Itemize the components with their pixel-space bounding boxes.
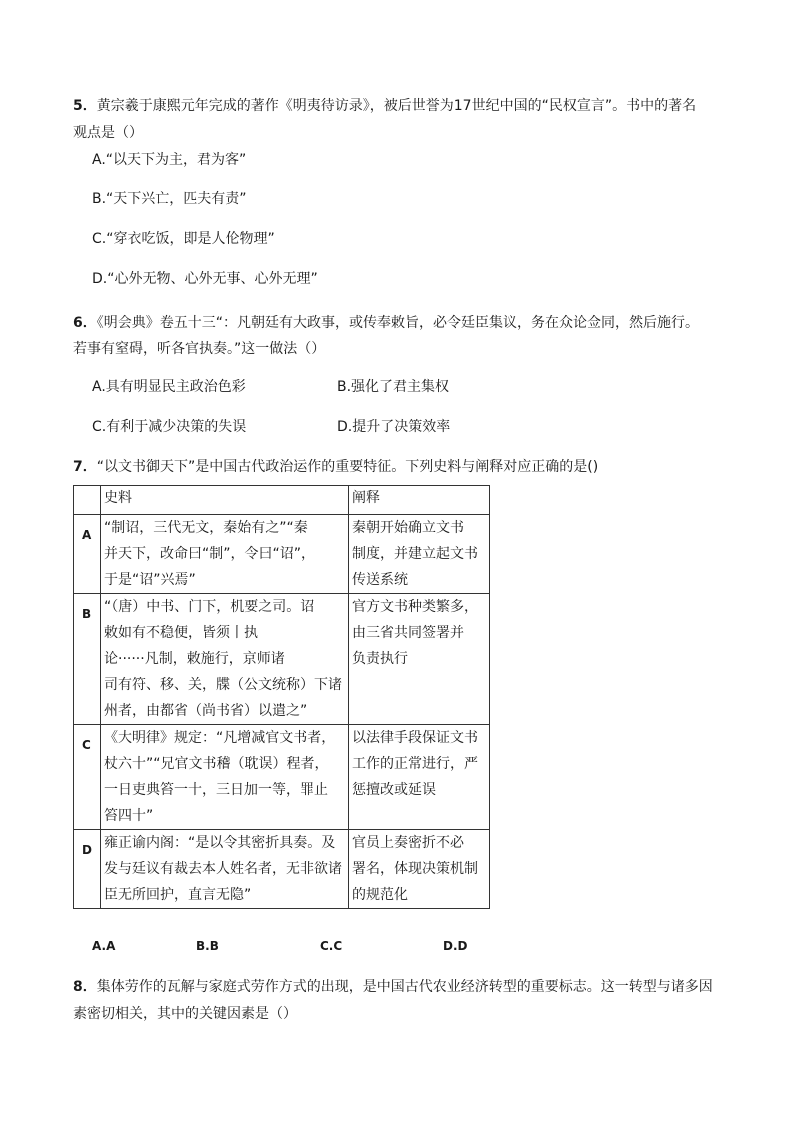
row-b-interp-line: 由三省共同签署并 <box>352 625 464 641</box>
table-header-interp: 阐释 <box>349 486 490 515</box>
row-c-interp-line: 以法律手段保证文书 <box>352 730 478 746</box>
row-c-source <box>101 725 349 830</box>
row-b-interp-line: 官方文书种类繁多， <box>352 599 478 615</box>
q5-option-b[interactable]: B.“天下兴亡，匹夫有责” <box>92 191 247 207</box>
table-header-blank <box>74 486 101 515</box>
row-d-source <box>101 830 349 909</box>
row-label-b: B <box>74 594 101 725</box>
q7-option-d[interactable]: D.D <box>443 939 468 953</box>
row-b-interp-line: 负责执行 <box>352 651 408 667</box>
table-row-c <box>74 725 490 830</box>
row-c-interp-line: 工作的正常进行，严 <box>352 756 478 772</box>
q6-option-c[interactable]: C.有利于减少决策的失误 <box>92 419 247 435</box>
table-row-b <box>74 594 490 725</box>
row-c-source-line: 《大明律》规定：“凡增减官文书者， <box>104 730 336 746</box>
q8-number: 8． <box>73 979 97 995</box>
row-c-interp-line: 惩擅改或延误 <box>352 782 436 798</box>
q7-source-table <box>73 485 490 909</box>
row-label-d: D <box>74 830 101 909</box>
q8-stem-text: 集体劳作的瓦解与家庭式劳作方式的出现，是中国古代农业经济转型的重要标志。这一转型与诸多因 <box>96 979 713 995</box>
row-b-source-line: 论······凡制，敕施行，京师诸 <box>104 651 285 667</box>
q6-option-a[interactable]: A.具有明显民主政治色彩 <box>92 379 246 395</box>
row-a-interp <box>349 515 490 594</box>
row-c-source-line: 杖六十”“兄官文书稽（耽误）程者， <box>104 756 329 772</box>
q6-stem-text: 《明会典》卷五十三“：凡朝廷有大政事，或传奉敕旨，必令廷臣集议，务在众论佥同，然后施行。 <box>96 315 700 331</box>
table-header-row <box>74 486 490 515</box>
row-a-source-line: 并天下，改命曰“制”，令曰“诏”， <box>104 546 316 562</box>
q7-option-a[interactable]: A.A <box>92 939 116 953</box>
q6-stem-line1 <box>73 313 699 333</box>
q8-stem-line2: 素密切相关，其中的关键因素是（） <box>73 1006 297 1022</box>
row-d-interp-line: 署名，体现决策机制 <box>352 861 478 877</box>
row-b-source <box>101 594 349 725</box>
q7-option-b[interactable]: B.B <box>196 939 219 953</box>
q7-option-c[interactable]: C.C <box>320 939 343 953</box>
row-a-interp-line: 秦朝开始确立文书 <box>352 520 464 536</box>
q5-number: 5． <box>73 98 97 114</box>
row-d-interp <box>349 830 490 909</box>
row-a-source-line: 于是“诏”兴焉” <box>104 572 196 588</box>
table-row-a <box>74 515 490 594</box>
row-label-c: C <box>74 725 101 830</box>
row-a-interp-line: 传送系统 <box>352 572 408 588</box>
q7-stem-text: “以文书御天下”是中国古代政治运作的重要特征。下列史料与阐释对应正确的是() <box>96 459 599 475</box>
q5-option-c[interactable]: C.“穿衣吃饭，即是人伦物理” <box>92 231 275 247</box>
q5-stem-line2: 观点是（） <box>73 125 143 141</box>
row-a-interp-line: 制度，并建立起文书 <box>352 546 478 562</box>
row-d-interp-line: 官员上奏密折不必 <box>352 835 464 851</box>
row-c-interp <box>349 725 490 830</box>
row-b-source-line: 敕如有不稳便，皆须丨执 <box>104 625 258 641</box>
row-b-interp <box>349 594 490 725</box>
row-c-source-line: 一日吏典笞一十，三日加一等，罪止 <box>104 782 328 798</box>
q6-stem-line2: 若事有窒碍，听各官执奏。”这一做法（） <box>73 341 326 357</box>
q5-option-d[interactable]: D.“心外无物、心外无事、心外无理” <box>92 271 318 287</box>
row-d-source-line: 发与廷议有裁去本人姓名者，无非欲诸 <box>104 861 342 877</box>
q5-option-a[interactable]: A.“以天下为主，君为客” <box>92 152 247 168</box>
row-a-source-line: “制诏，三代无文，秦始有之”“秦 <box>104 520 308 536</box>
row-d-source-line: 雍正谕内阁：“是以令其密折具奏。及 <box>104 835 336 851</box>
row-d-interp-line: 的规范化 <box>352 887 408 903</box>
q7-number: 7． <box>73 459 97 475</box>
q7-stem <box>73 457 598 477</box>
q5-stem-line1 <box>73 96 696 116</box>
q8-stem-line1 <box>73 977 713 997</box>
row-label-a: A <box>74 515 101 594</box>
q5-stem-text: 黄宗羲于康熙元年完成的著作《明夷待访录》，被后世誉为17世纪中国的“民权宣言”。书中的著名 <box>96 98 697 114</box>
row-d-source-line: 臣无所回护，直言无隐” <box>104 887 252 903</box>
row-b-source-line: 司有符、移、关，牒（公文统称）下诸 <box>104 677 342 693</box>
q6-option-d[interactable]: D.提升了决策效率 <box>337 419 451 435</box>
table-row-d <box>74 830 490 909</box>
row-c-source-line: 笞四十” <box>104 808 154 824</box>
row-b-source-line: 州者，由都省（尚书省）以遣之” <box>104 703 308 719</box>
row-a-source <box>101 515 349 594</box>
row-b-source-line: “（唐）中书、门下，机要之司。诏 <box>104 599 315 615</box>
q6-number: 6． <box>73 315 97 331</box>
q6-option-b[interactable]: B.强化了君主集权 <box>337 379 450 395</box>
table-header-source: 史料 <box>101 486 349 515</box>
